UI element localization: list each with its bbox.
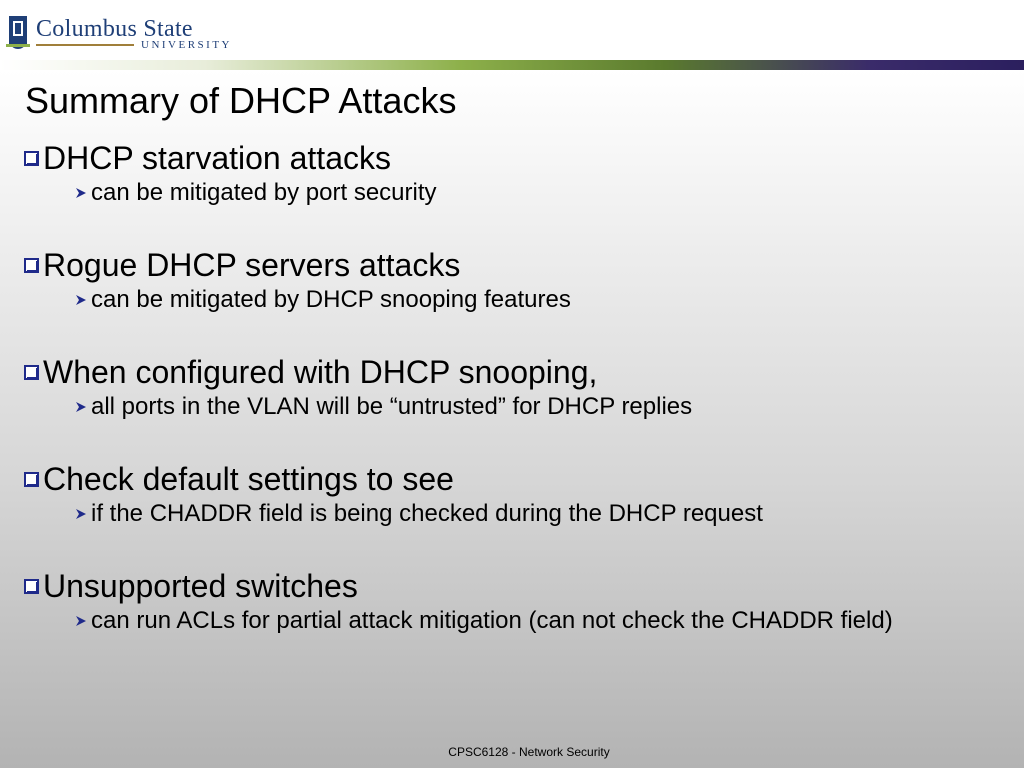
sub-bullet-text: can run ACLs for partial attack mitigation (can not check the CHADDR field)	[91, 607, 893, 634]
bullet-item	[20, 566, 1000, 636]
logo-subtitle: UNIVERSITY	[141, 39, 232, 51]
arrow-bullet-icon	[73, 506, 89, 522]
footer-text: CPSC6128 - Network Security	[448, 745, 610, 759]
sub-bullet-text: all ports in the VLAN will be “untrusted” for DHCP replies	[91, 393, 693, 420]
bullet-text: Check default settings to see	[43, 461, 454, 497]
arrow-bullet-icon	[73, 185, 89, 201]
arrow-bullet-icon	[73, 399, 89, 415]
arrow-bullet-icon	[73, 292, 89, 308]
logo-title: Columbus State	[36, 16, 193, 42]
university-logo	[6, 12, 232, 58]
bullet-item	[20, 352, 1000, 422]
sub-bullet-text: can be mitigated by port security	[91, 179, 437, 206]
arrow-bullet-icon	[73, 613, 89, 629]
bullet-item	[20, 459, 1000, 529]
university-crest-icon	[6, 14, 30, 56]
slide-footer	[0, 745, 1024, 759]
checkbox-bullet-icon	[24, 472, 39, 487]
logo-divider	[36, 44, 134, 46]
bullet-text: Unsupported switches	[43, 568, 358, 604]
slide-title: Summary of DHCP Attacks	[25, 80, 457, 121]
checkbox-bullet-icon	[24, 151, 39, 166]
slide-header	[0, 0, 1024, 64]
sub-bullet-text: if the CHADDR field is being checked during the DHCP request	[91, 500, 763, 527]
bullet-item	[20, 138, 1000, 208]
bullet-text: Rogue DHCP servers attacks	[43, 247, 461, 283]
checkbox-bullet-icon	[24, 579, 39, 594]
bullet-list	[20, 138, 1000, 673]
header-stripe	[0, 60, 1024, 70]
sub-bullet-text: can be mitigated by DHCP snooping features	[91, 286, 571, 313]
checkbox-bullet-icon	[24, 258, 39, 273]
bullet-text: When configured with DHCP snooping,	[43, 354, 598, 390]
bullet-text: DHCP starvation attacks	[43, 140, 391, 176]
checkbox-bullet-icon	[24, 365, 39, 380]
bullet-item	[20, 245, 1000, 315]
